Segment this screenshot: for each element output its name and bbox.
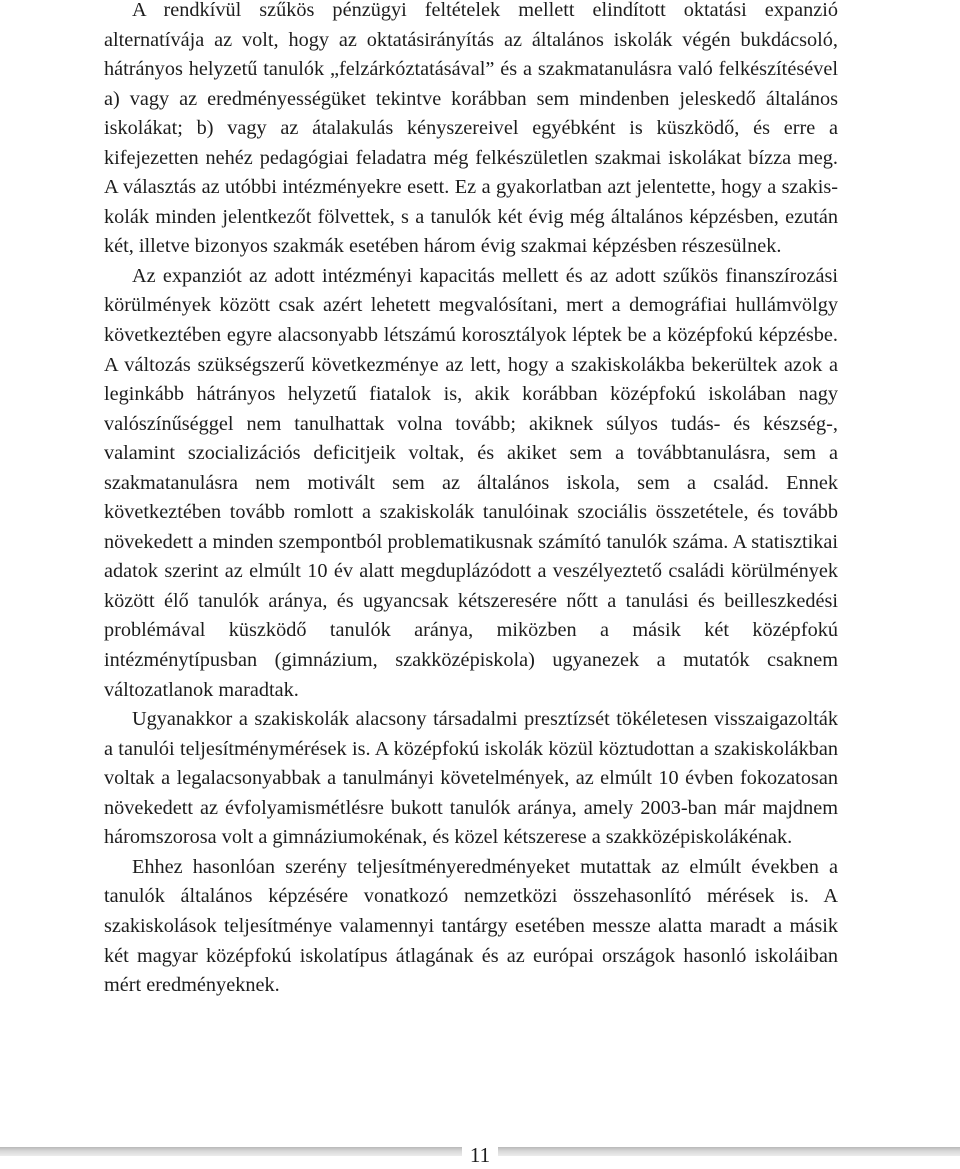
paragraph-2: Az expanziót az adott intézményi kapacitás mellett és az adott szűkös finanszírozási körülmények között csak azért lehetett megvalósítani, mert a demográfiai hullámvölgy következtében egyre alacsonyabb létszámú korosztályok léptek be a középfokú képzésbe. A változás szükségszerű következménye az lett, hogy a szakiskolákba bekerültek azok a leginkább hátrányos helyzetű fiatalok is, akik korábban középfokú iskolában nagy valószínűséggel nem tanulhattak volna tovább; akiknek súlyos tudás- és készség-, valamint szocializációs deficitjeik voltak, és akiket sem a továbbtanulásra, sem a szakmatanulásra nem motivált sem az általános iskola, sem a család. Ennek következtében tovább romlott a szakiskolák tanulóinak szociális összetétele, és tovább növekedett a minden szempontból problematikusnak számító tanulók száma. A statisztikai adatok szerint az elmúlt 10 év alatt megduplázódott a veszélyeztető családi körülmények között élő tanulók aránya, és ugyancsak kétszeresére nőtt a tanulási és beilleszkedési problémával küszködő tanulók aránya, miközben a másik két középfokú intézménytípusban (gimnázium, szakközépiskola) ugyanezek a mutatók csaknem változatlanok maradtak.: [104, 264, 838, 701]
paragraph-4: Ehhez hasonlóan szerény teljesítményeredményeket mutattak az elmúlt években a tanulók általános képzésére vonatkozó nemzetközi összehasonlító mérések is. A szakiskolások teljesítménye valamennyi tantárgy esetében messze alatta maradt a másik két magyar középfokú iskolatípus átlagának és az európai országok hasonló iskoláiban mért eredményeknek.: [104, 855, 838, 997]
page-number: 11: [462, 1143, 498, 1167]
page-number-container: [0, 1141, 960, 1169]
paragraph-1: A rendkívül szűkös pénzügyi feltételek mellett elindított oktatási expanzió alternatívája az volt, hogy az oktatásirányítás az általános iskolák végén bukdácsoló, hátrányos helyzetű tanulók „felzárkóztatásával” és a szakmatanulásra való felkészítésével a) vagy az eredményességüket tekintve korábban sem mindenben jeleskedő általános iskolákat; b) vagy az átalakulás kényszereivel egyébként is küszködő, és erre a kifejezetten nehéz pedagógiai feladatra még felkészületlen szakmai iskolákat bízza meg. A választás az utóbbi intézményekre esett. Ez a gyakorlatban azt jelentette, hogy a szakiskolák minden jelentkezőt fölvettek, s a tanulók két évig még általános képzésben, ezután két, illetve bizonyos szakmák esetében három évig szakmai képzésben részesülnek.: [104, 0, 838, 258]
body-text: [104, 0, 838, 1001]
paragraph-3: Ugyanakkor a szakiskolák alacsony társadalmi presztízsét tökéletesen visszaigazolták a tanulói teljesítménymérések is. A középfokú iskolák közül köztudottan a szakiskolákban voltak a legalacsonyabbak a tanulmányi követelmények, az elmúlt 10 évben fokozatosan növekedett az évfolyamismétlésre bukott tanulók aránya, amely 2003-ban már majdnem háromszorosa volt a gimnáziumokénak, és közel kétszerese a szakközépiskolákénak.: [104, 708, 838, 849]
